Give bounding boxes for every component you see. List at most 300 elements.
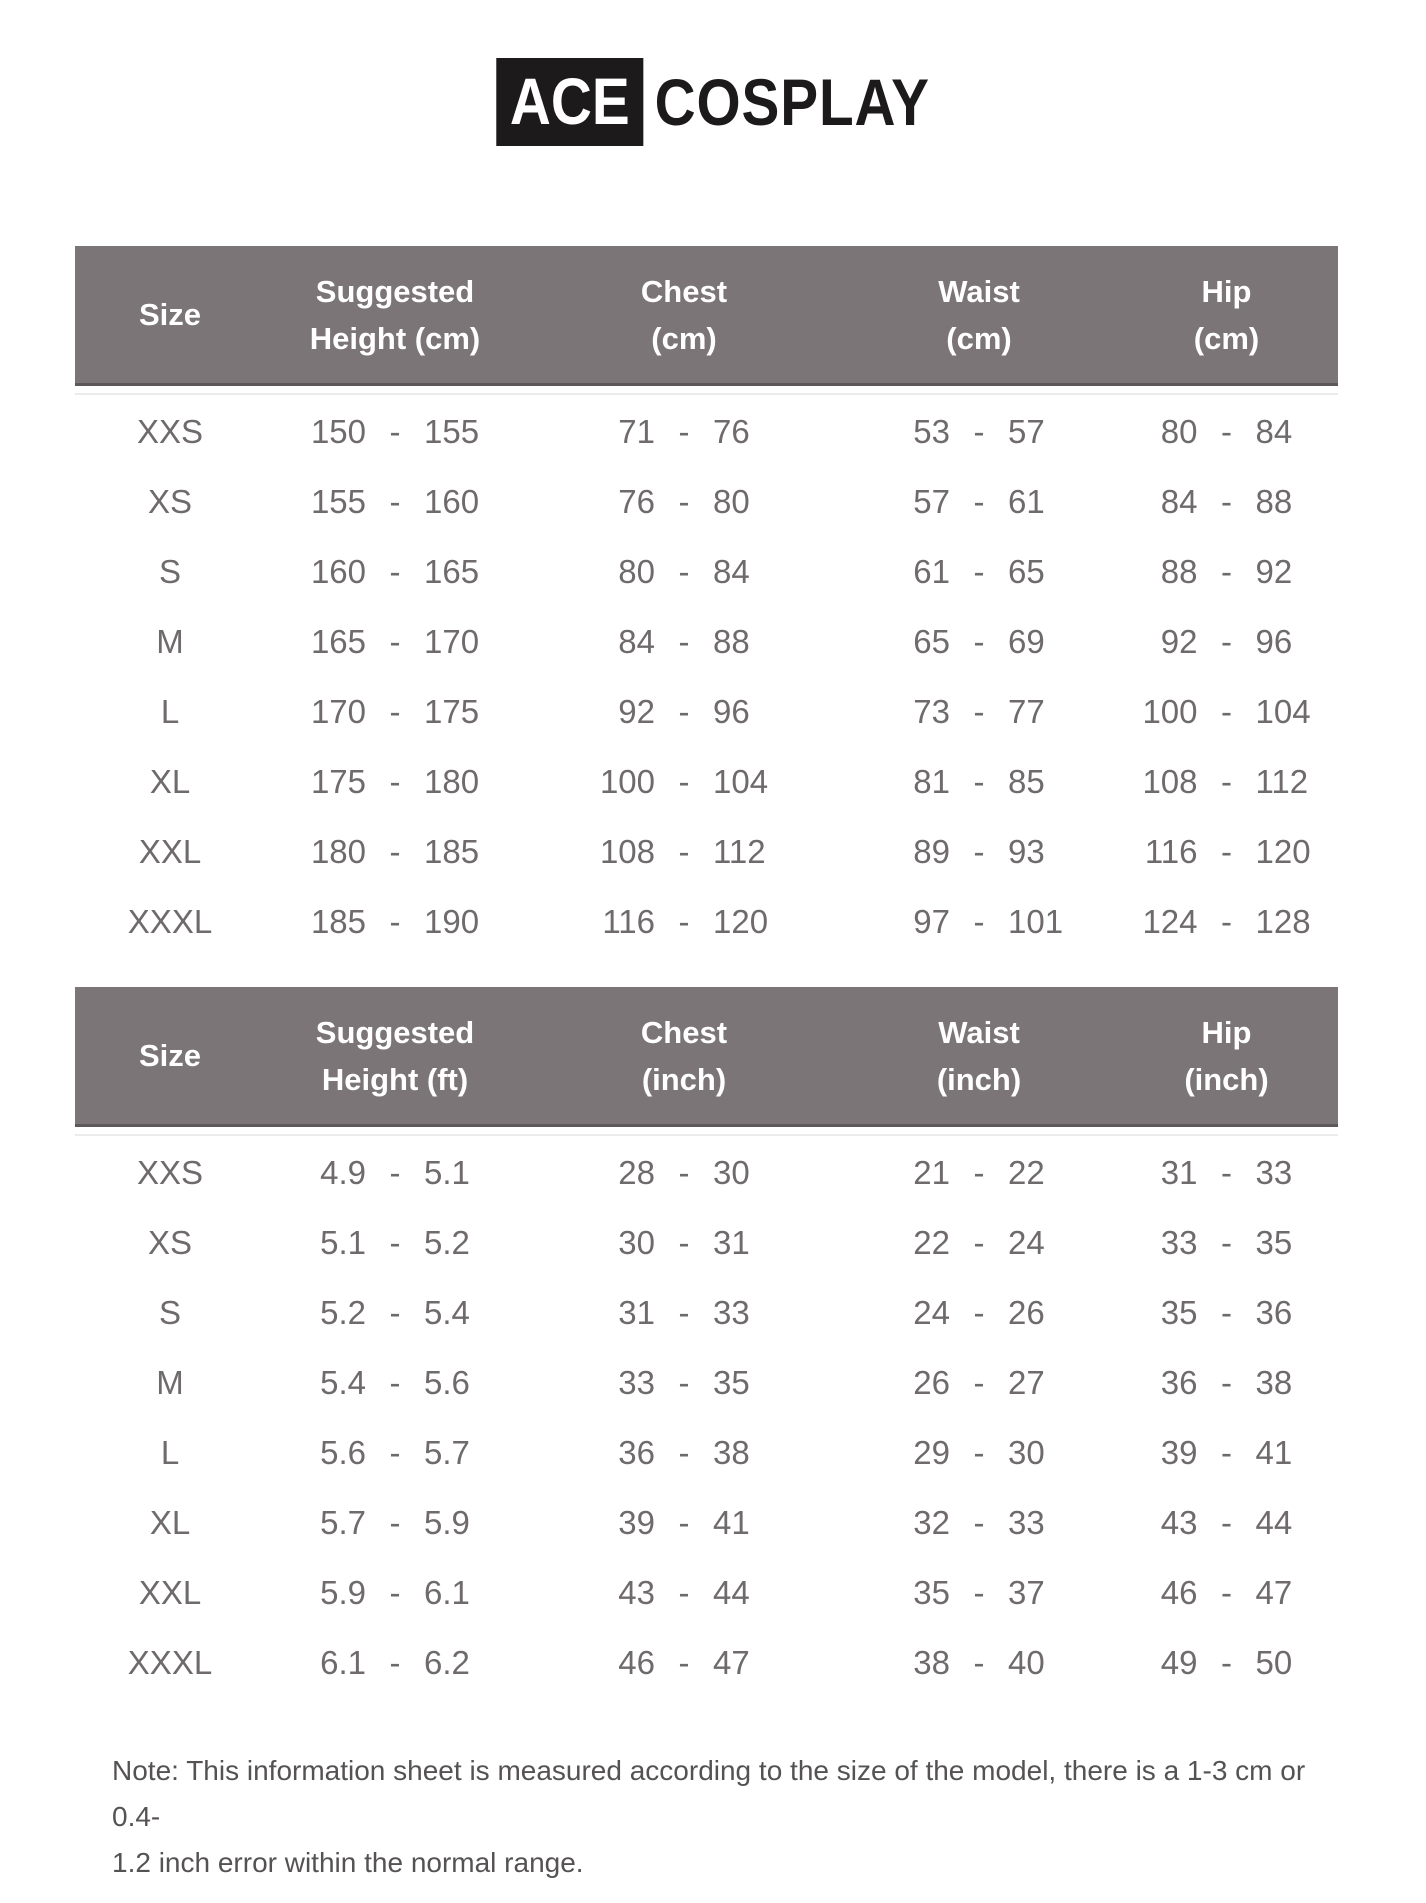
- range-dash: -: [973, 553, 985, 590]
- size-cell: L: [160, 1434, 180, 1471]
- range-dash: -: [1221, 1154, 1232, 1191]
- chest-range-cell: [525, 693, 843, 731]
- hip-min: 124: [1142, 903, 1198, 940]
- chest-min: 28: [618, 1154, 655, 1191]
- note-line-2: 1.2 inch error within the normal range.: [112, 1847, 584, 1878]
- chest-range-cell: [525, 903, 843, 941]
- table-row: [75, 677, 1338, 747]
- brand-logo: [100, 58, 1326, 146]
- height-range-cell: [265, 1434, 525, 1472]
- range-dash: -: [1221, 1644, 1232, 1681]
- range-dash: -: [973, 1434, 985, 1471]
- waist-range-cell: [843, 413, 1115, 451]
- hip-min: 33: [1160, 1224, 1198, 1261]
- header-hip: Hip (inch): [1184, 1014, 1269, 1097]
- height-range-cell: [265, 1154, 525, 1192]
- hip-range-cell: [1115, 1434, 1338, 1472]
- range-dash: -: [1221, 413, 1232, 450]
- range-dash: -: [389, 1574, 401, 1611]
- chest-min: 71: [618, 413, 655, 450]
- waist-max: 22: [1008, 1154, 1045, 1191]
- height-min: 170: [310, 693, 366, 730]
- chest-range-cell: [525, 1294, 843, 1332]
- waist-range-cell: [843, 1364, 1115, 1402]
- table-row: [75, 537, 1338, 607]
- waist-max: 101: [1008, 903, 1064, 940]
- size-cell: XXS: [136, 413, 204, 450]
- height-max: 155: [424, 413, 480, 450]
- table-body-cm: [75, 397, 1338, 957]
- brand-logo-cosplay: COSPLAY: [654, 65, 930, 139]
- hip-range-cell: [1115, 693, 1338, 731]
- waist-max: 65: [1008, 553, 1045, 590]
- hip-min: 36: [1160, 1364, 1198, 1401]
- hip-min: 35: [1160, 1294, 1198, 1331]
- chest-min: 100: [599, 763, 655, 800]
- waist-min: 22: [913, 1224, 950, 1261]
- table-row: [75, 1278, 1338, 1348]
- range-dash: -: [678, 1574, 690, 1611]
- hip-max: 104: [1255, 693, 1311, 730]
- hip-max: 120: [1255, 833, 1311, 870]
- hip-range-cell: [1115, 623, 1338, 661]
- height-max: 165: [424, 553, 480, 590]
- chest-max: 41: [713, 1504, 750, 1541]
- range-dash: -: [973, 483, 985, 520]
- range-dash: -: [1221, 1364, 1232, 1401]
- range-dash: -: [389, 1224, 401, 1261]
- range-dash: -: [389, 1504, 401, 1541]
- range-dash: -: [389, 693, 401, 730]
- chest-range-cell: [525, 1434, 843, 1472]
- hip-range-cell: [1115, 483, 1338, 521]
- waist-max: 40: [1008, 1644, 1045, 1681]
- hip-min: 49: [1160, 1644, 1198, 1681]
- height-min: 155: [310, 483, 366, 520]
- range-dash: -: [973, 903, 985, 940]
- height-range-cell: [265, 483, 525, 521]
- height-max: 5.2: [424, 1224, 470, 1261]
- waist-range-cell: [843, 1644, 1115, 1682]
- height-range-cell: [265, 623, 525, 661]
- height-range-cell: [265, 763, 525, 801]
- hip-max: 128: [1255, 903, 1311, 940]
- size-table-cm: [75, 246, 1338, 957]
- table-row: [75, 1558, 1338, 1628]
- waist-max: 93: [1008, 833, 1045, 870]
- chest-max: 120: [713, 903, 769, 940]
- waist-max: 30: [1008, 1434, 1045, 1471]
- table-row: [75, 887, 1338, 957]
- waist-min: 29: [913, 1434, 950, 1471]
- table-row: [75, 607, 1338, 677]
- chest-max: 96: [713, 693, 750, 730]
- chest-range-cell: [525, 1364, 843, 1402]
- range-dash: -: [1221, 1294, 1232, 1331]
- hip-max: 112: [1255, 763, 1309, 800]
- hip-max: 92: [1255, 553, 1293, 590]
- waist-range-cell: [843, 763, 1115, 801]
- chest-max: 76: [713, 413, 750, 450]
- waist-min: 81: [913, 763, 950, 800]
- chest-range-cell: [525, 1644, 843, 1682]
- chest-max: 31: [713, 1224, 750, 1261]
- waist-range-cell: [843, 553, 1115, 591]
- hip-range-cell: [1115, 1644, 1338, 1682]
- range-dash: -: [1221, 763, 1232, 800]
- size-cell: M: [156, 623, 184, 660]
- hip-range-cell: [1115, 833, 1338, 871]
- brand-logo-ace: ACE: [496, 58, 643, 146]
- table-row: [75, 1418, 1338, 1488]
- chest-max: 38: [713, 1434, 750, 1471]
- table-row: [75, 1628, 1338, 1698]
- range-dash: -: [973, 693, 985, 730]
- chest-max: 44: [713, 1574, 750, 1611]
- header-size-label: Size: [138, 297, 202, 332]
- hip-min: 100: [1142, 693, 1198, 730]
- height-min: 160: [310, 553, 366, 590]
- height-min: 5.4: [320, 1364, 366, 1401]
- hip-min: 84: [1160, 483, 1198, 520]
- size-cell: XXL: [138, 833, 202, 870]
- hip-min: 116: [1144, 833, 1198, 870]
- measurement-note: [112, 1748, 1336, 1886]
- range-dash: -: [389, 1434, 401, 1471]
- range-dash: -: [678, 1644, 690, 1681]
- hip-min: 108: [1142, 763, 1198, 800]
- chest-min: 39: [618, 1504, 655, 1541]
- range-dash: -: [1221, 553, 1232, 590]
- hip-max: 88: [1255, 483, 1293, 520]
- height-max: 6.1: [424, 1574, 470, 1611]
- hip-max: 96: [1255, 623, 1293, 660]
- chest-min: 80: [618, 553, 655, 590]
- range-dash: -: [1221, 1224, 1232, 1261]
- table-row: [75, 1348, 1338, 1418]
- chest-range-cell: [525, 1574, 843, 1612]
- chest-min: 43: [618, 1574, 655, 1611]
- table-row: [75, 467, 1338, 537]
- hip-range-cell: [1115, 1364, 1338, 1402]
- table-row: [75, 1488, 1338, 1558]
- hip-range-cell: [1115, 763, 1338, 801]
- height-range-cell: [265, 903, 525, 941]
- hip-range-cell: [1115, 1294, 1338, 1332]
- range-dash: -: [1221, 903, 1232, 940]
- waist-max: 26: [1008, 1294, 1045, 1331]
- table-row: [75, 1138, 1338, 1208]
- height-min: 180: [310, 833, 366, 870]
- height-range-cell: [265, 833, 525, 871]
- header-size: [75, 291, 265, 338]
- chest-range-cell: [525, 413, 843, 451]
- height-max: 5.1: [424, 1154, 470, 1191]
- hip-range-cell: [1115, 1224, 1338, 1262]
- size-cell: XL: [149, 763, 191, 800]
- range-dash: -: [1221, 623, 1232, 660]
- header-divider: [75, 393, 1338, 395]
- range-dash: -: [973, 763, 985, 800]
- table-row: [75, 747, 1338, 817]
- waist-range-cell: [843, 1294, 1115, 1332]
- waist-max: 61: [1008, 483, 1045, 520]
- range-dash: -: [678, 693, 690, 730]
- size-cell: XS: [147, 483, 193, 520]
- range-dash: -: [678, 483, 690, 520]
- chest-range-cell: [525, 1504, 843, 1542]
- size-cell: XXXL: [127, 903, 213, 940]
- chest-max: 35: [713, 1364, 750, 1401]
- height-range-cell: [265, 1224, 525, 1262]
- range-dash: -: [973, 1574, 985, 1611]
- range-dash: -: [973, 1644, 985, 1681]
- waist-range-cell: [843, 1224, 1115, 1262]
- range-dash: -: [389, 483, 401, 520]
- waist-range-cell: [843, 1434, 1115, 1472]
- hip-range-cell: [1115, 903, 1338, 941]
- waist-max: 33: [1008, 1504, 1045, 1541]
- header-chest: Chest (cm): [640, 273, 728, 356]
- range-dash: -: [389, 1154, 401, 1191]
- waist-min: 21: [913, 1154, 950, 1191]
- hip-min: 39: [1160, 1434, 1198, 1471]
- header-waist: Waist (inch): [936, 1014, 1022, 1097]
- height-max: 180: [424, 763, 480, 800]
- range-dash: -: [678, 1504, 690, 1541]
- chest-min: 31: [618, 1294, 655, 1331]
- hip-max: 84: [1255, 413, 1293, 450]
- waist-min: 24: [913, 1294, 950, 1331]
- waist-range-cell: [843, 1504, 1115, 1542]
- hip-max: 38: [1255, 1364, 1293, 1401]
- height-max: 5.6: [424, 1364, 470, 1401]
- table-row: [75, 817, 1338, 887]
- size-cell: XL: [149, 1504, 191, 1541]
- hip-max: 47: [1255, 1574, 1293, 1611]
- table-row: [75, 1208, 1338, 1278]
- waist-range-cell: [843, 483, 1115, 521]
- hip-max: 44: [1255, 1504, 1293, 1541]
- height-max: 190: [424, 903, 480, 940]
- height-min: 6.1: [320, 1644, 366, 1681]
- range-dash: -: [389, 623, 401, 660]
- header-suggested-height: Suggested Height (ft): [315, 1014, 475, 1097]
- range-dash: -: [678, 903, 690, 940]
- range-dash: -: [389, 1364, 401, 1401]
- range-dash: -: [389, 413, 401, 450]
- range-dash: -: [973, 1154, 985, 1191]
- chest-max: 30: [713, 1154, 750, 1191]
- chest-max: 104: [713, 763, 769, 800]
- height-max: 185: [424, 833, 480, 870]
- hip-max: 35: [1255, 1224, 1293, 1261]
- hip-max: 33: [1255, 1154, 1293, 1191]
- height-range-cell: [265, 1364, 525, 1402]
- waist-max: 85: [1008, 763, 1045, 800]
- range-dash: -: [973, 1364, 985, 1401]
- range-dash: -: [1221, 1504, 1232, 1541]
- header-chest: Chest (inch): [640, 1014, 728, 1097]
- chest-min: 84: [618, 623, 655, 660]
- range-dash: -: [973, 1224, 985, 1261]
- chest-min: 76: [618, 483, 655, 520]
- hip-min: 43: [1160, 1504, 1198, 1541]
- height-min: 185: [310, 903, 366, 940]
- height-min: 4.9: [320, 1154, 366, 1191]
- size-cell: S: [158, 1294, 181, 1331]
- size-cell: XXXL: [127, 1644, 213, 1681]
- waist-min: 61: [913, 553, 950, 590]
- range-dash: -: [973, 1504, 985, 1541]
- waist-min: 35: [913, 1574, 950, 1611]
- waist-max: 27: [1008, 1364, 1045, 1401]
- waist-max: 57: [1008, 413, 1045, 450]
- size-chart-page: [0, 58, 1426, 1903]
- hip-max: 50: [1255, 1644, 1293, 1681]
- chest-max: 84: [713, 553, 750, 590]
- waist-min: 73: [913, 693, 950, 730]
- height-range-cell: [265, 693, 525, 731]
- chest-min: 36: [618, 1434, 655, 1471]
- size-cell: M: [156, 1364, 184, 1401]
- height-max: 5.9: [424, 1504, 470, 1541]
- size-cell: L: [160, 693, 180, 730]
- waist-range-cell: [843, 623, 1115, 661]
- range-dash: -: [973, 1294, 985, 1331]
- hip-range-cell: [1115, 413, 1338, 451]
- range-dash: -: [973, 623, 985, 660]
- waist-max: 77: [1008, 693, 1045, 730]
- size-cell: XS: [147, 1224, 193, 1261]
- waist-range-cell: [843, 1574, 1115, 1612]
- chest-max: 80: [713, 483, 750, 520]
- range-dash: -: [1221, 1574, 1232, 1611]
- hip-min: 31: [1160, 1154, 1198, 1191]
- size-cell: XXL: [138, 1574, 202, 1611]
- hip-min: 92: [1160, 623, 1198, 660]
- waist-min: 38: [913, 1644, 950, 1681]
- waist-min: 26: [913, 1364, 950, 1401]
- range-dash: -: [973, 833, 985, 870]
- size-cell: S: [158, 553, 181, 590]
- chest-min: 46: [618, 1644, 655, 1681]
- range-dash: -: [389, 763, 401, 800]
- header-hip: Hip (cm): [1193, 273, 1260, 356]
- waist-min: 89: [913, 833, 950, 870]
- waist-max: 24: [1008, 1224, 1045, 1261]
- height-range-cell: [265, 1504, 525, 1542]
- height-max: 5.7: [424, 1434, 470, 1471]
- height-min: 165: [310, 623, 366, 660]
- chest-max: 88: [713, 623, 750, 660]
- waist-min: 57: [913, 483, 950, 520]
- hip-min: 88: [1160, 553, 1198, 590]
- range-dash: -: [389, 553, 401, 590]
- range-dash: -: [678, 1224, 690, 1261]
- chest-min: 116: [602, 903, 655, 940]
- chest-min: 108: [599, 833, 655, 870]
- chest-min: 33: [618, 1364, 655, 1401]
- height-min: 5.2: [320, 1294, 366, 1331]
- range-dash: -: [389, 1644, 401, 1681]
- waist-max: 69: [1008, 623, 1045, 660]
- height-max: 5.4: [424, 1294, 470, 1331]
- range-dash: -: [678, 1294, 690, 1331]
- chest-max: 112: [713, 833, 766, 870]
- height-range-cell: [265, 1294, 525, 1332]
- size-table-inch: [75, 987, 1338, 1698]
- range-dash: -: [678, 413, 690, 450]
- range-dash: -: [678, 833, 690, 870]
- header-suggested-height: Suggested Height (cm): [309, 273, 481, 356]
- chest-range-cell: [525, 1154, 843, 1192]
- waist-min: 32: [913, 1504, 950, 1541]
- range-dash: -: [1221, 693, 1232, 730]
- height-min: 175: [310, 763, 366, 800]
- height-min: 150: [310, 413, 366, 450]
- waist-min: 97: [913, 903, 950, 940]
- waist-min: 65: [913, 623, 950, 660]
- waist-range-cell: [843, 903, 1115, 941]
- table-row: [75, 397, 1338, 467]
- height-min: 5.9: [320, 1574, 366, 1611]
- hip-min: 46: [1160, 1574, 1198, 1611]
- range-dash: -: [678, 1364, 690, 1401]
- range-dash: -: [389, 903, 401, 940]
- size-cell: XXS: [136, 1154, 204, 1191]
- header-size-label: Size: [138, 1038, 202, 1073]
- range-dash: -: [678, 1434, 690, 1471]
- height-max: 175: [424, 693, 480, 730]
- range-dash: -: [678, 623, 690, 660]
- range-dash: -: [678, 763, 690, 800]
- range-dash: -: [678, 553, 690, 590]
- chest-max: 33: [713, 1294, 750, 1331]
- range-dash: -: [678, 1154, 690, 1191]
- chest-range-cell: [525, 1224, 843, 1262]
- height-range-cell: [265, 553, 525, 591]
- hip-range-cell: [1115, 1504, 1338, 1542]
- header-divider: [75, 1134, 1338, 1136]
- waist-range-cell: [843, 1154, 1115, 1192]
- range-dash: -: [1221, 1434, 1232, 1471]
- hip-min: 80: [1160, 413, 1198, 450]
- chest-range-cell: [525, 553, 843, 591]
- range-dash: -: [1221, 483, 1232, 520]
- height-max: 170: [424, 623, 480, 660]
- range-dash: -: [973, 413, 985, 450]
- table-header-inch: [75, 987, 1338, 1127]
- note-line-1: Note: This information sheet is measured according to the size of the model, there is a 1-3 cm or 0.4-: [112, 1755, 1306, 1832]
- hip-range-cell: [1115, 553, 1338, 591]
- chest-min: 30: [618, 1224, 655, 1261]
- height-max: 160: [424, 483, 480, 520]
- chest-range-cell: [525, 623, 843, 661]
- hip-range-cell: [1115, 1154, 1338, 1192]
- range-dash: -: [389, 1294, 401, 1331]
- range-dash: -: [389, 833, 401, 870]
- height-min: 5.6: [320, 1434, 366, 1471]
- hip-max: 36: [1255, 1294, 1293, 1331]
- height-range-cell: [265, 1574, 525, 1612]
- range-dash: -: [1221, 833, 1232, 870]
- table-header-cm: [75, 246, 1338, 386]
- chest-range-cell: [525, 833, 843, 871]
- chest-range-cell: [525, 763, 843, 801]
- chest-range-cell: [525, 483, 843, 521]
- waist-min: 53: [913, 413, 950, 450]
